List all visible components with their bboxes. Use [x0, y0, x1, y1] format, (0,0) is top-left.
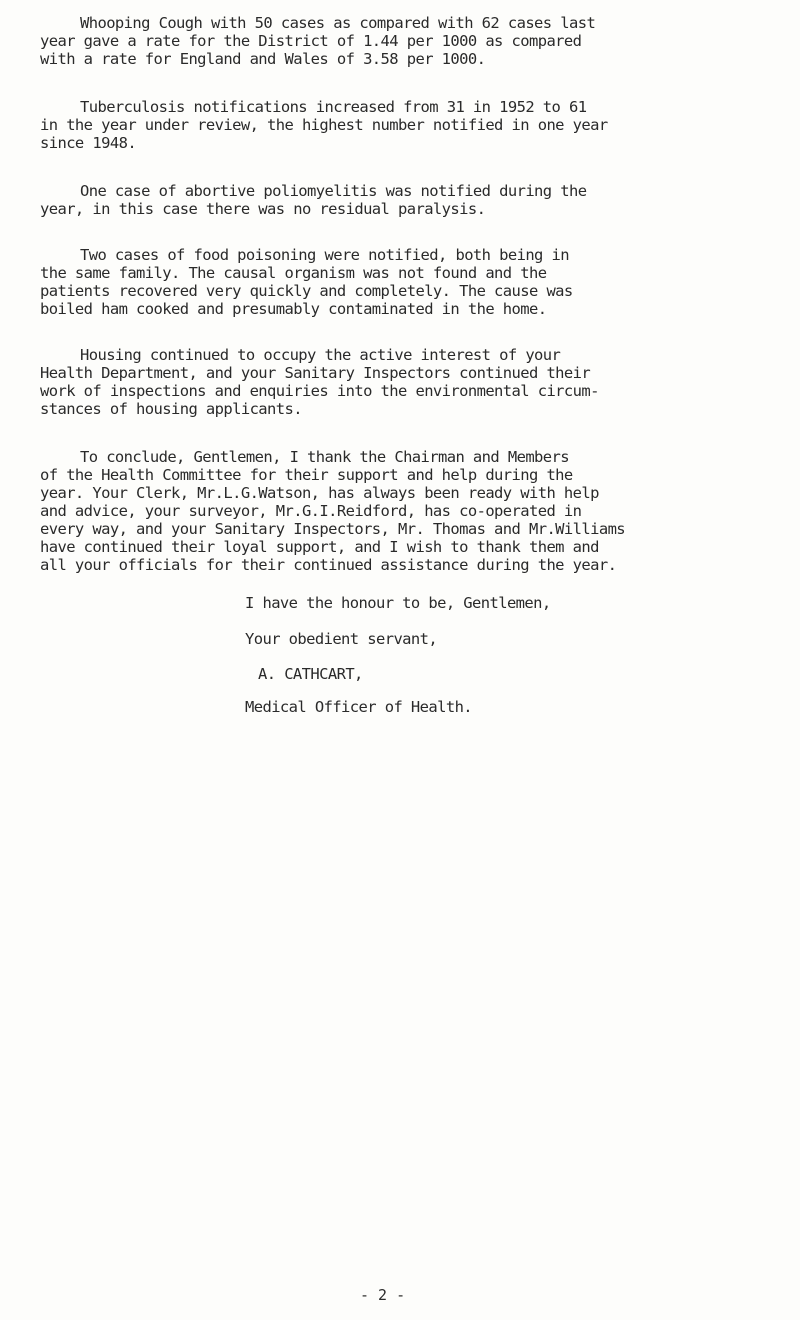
tuberculosis-paragraph: Tuberculosis notifications increased from 31 in 1952 to 61 in the year under review, the highest number notified in one year since 1948. — [40, 98, 608, 152]
housing-paragraph: Housing continued to occupy the active interest of your Health Department, and your Sanitary Inspectors continued their work of inspections and enquiries into the environmental circum- stances of housing applicants. — [40, 346, 599, 418]
signatory-name: A. CATHCART, — [258, 665, 363, 683]
signatory-title: Medical Officer of Health. — [245, 698, 473, 716]
conclusion-paragraph: To conclude, Gentlemen, I thank the Chairman and Members of the Health Committee for their support and help during the year. Your Clerk, Mr.L.G.Watson, has always been ready with help and advice, your surveyor, Mr.G.I.Reidford, has co-operated in every way, and your Sanitary Inspectors, Mr. Thomas and Mr.Williams have continued their loyal support, and I wish to thank them and all your officials for their continued assistance during the year. — [40, 448, 626, 574]
closing-servant: Your obedient servant, — [245, 630, 438, 648]
poliomyelitis-paragraph: One case of abortive poliomyelitis was notified during the year, in this case there was no residual paralysis. — [40, 182, 587, 218]
page-number: - 2 - — [360, 1286, 406, 1304]
whooping-cough-paragraph: Whooping Cough with 50 cases as compared with 62 cases last year gave a rate for the District of 1.44 per 1000 as compared with a rate for England and Wales of 3.58 per 1000. — [40, 14, 596, 68]
closing-honour: I have the honour to be, Gentlemen, — [245, 594, 551, 612]
food-poisoning-paragraph: Two cases of food poisoning were notified, both being in the same family. The causal organism was not found and the patients recovered very quickly and completely. The cause was boiled ham cooked and presumably contaminated in the home. — [40, 246, 573, 318]
